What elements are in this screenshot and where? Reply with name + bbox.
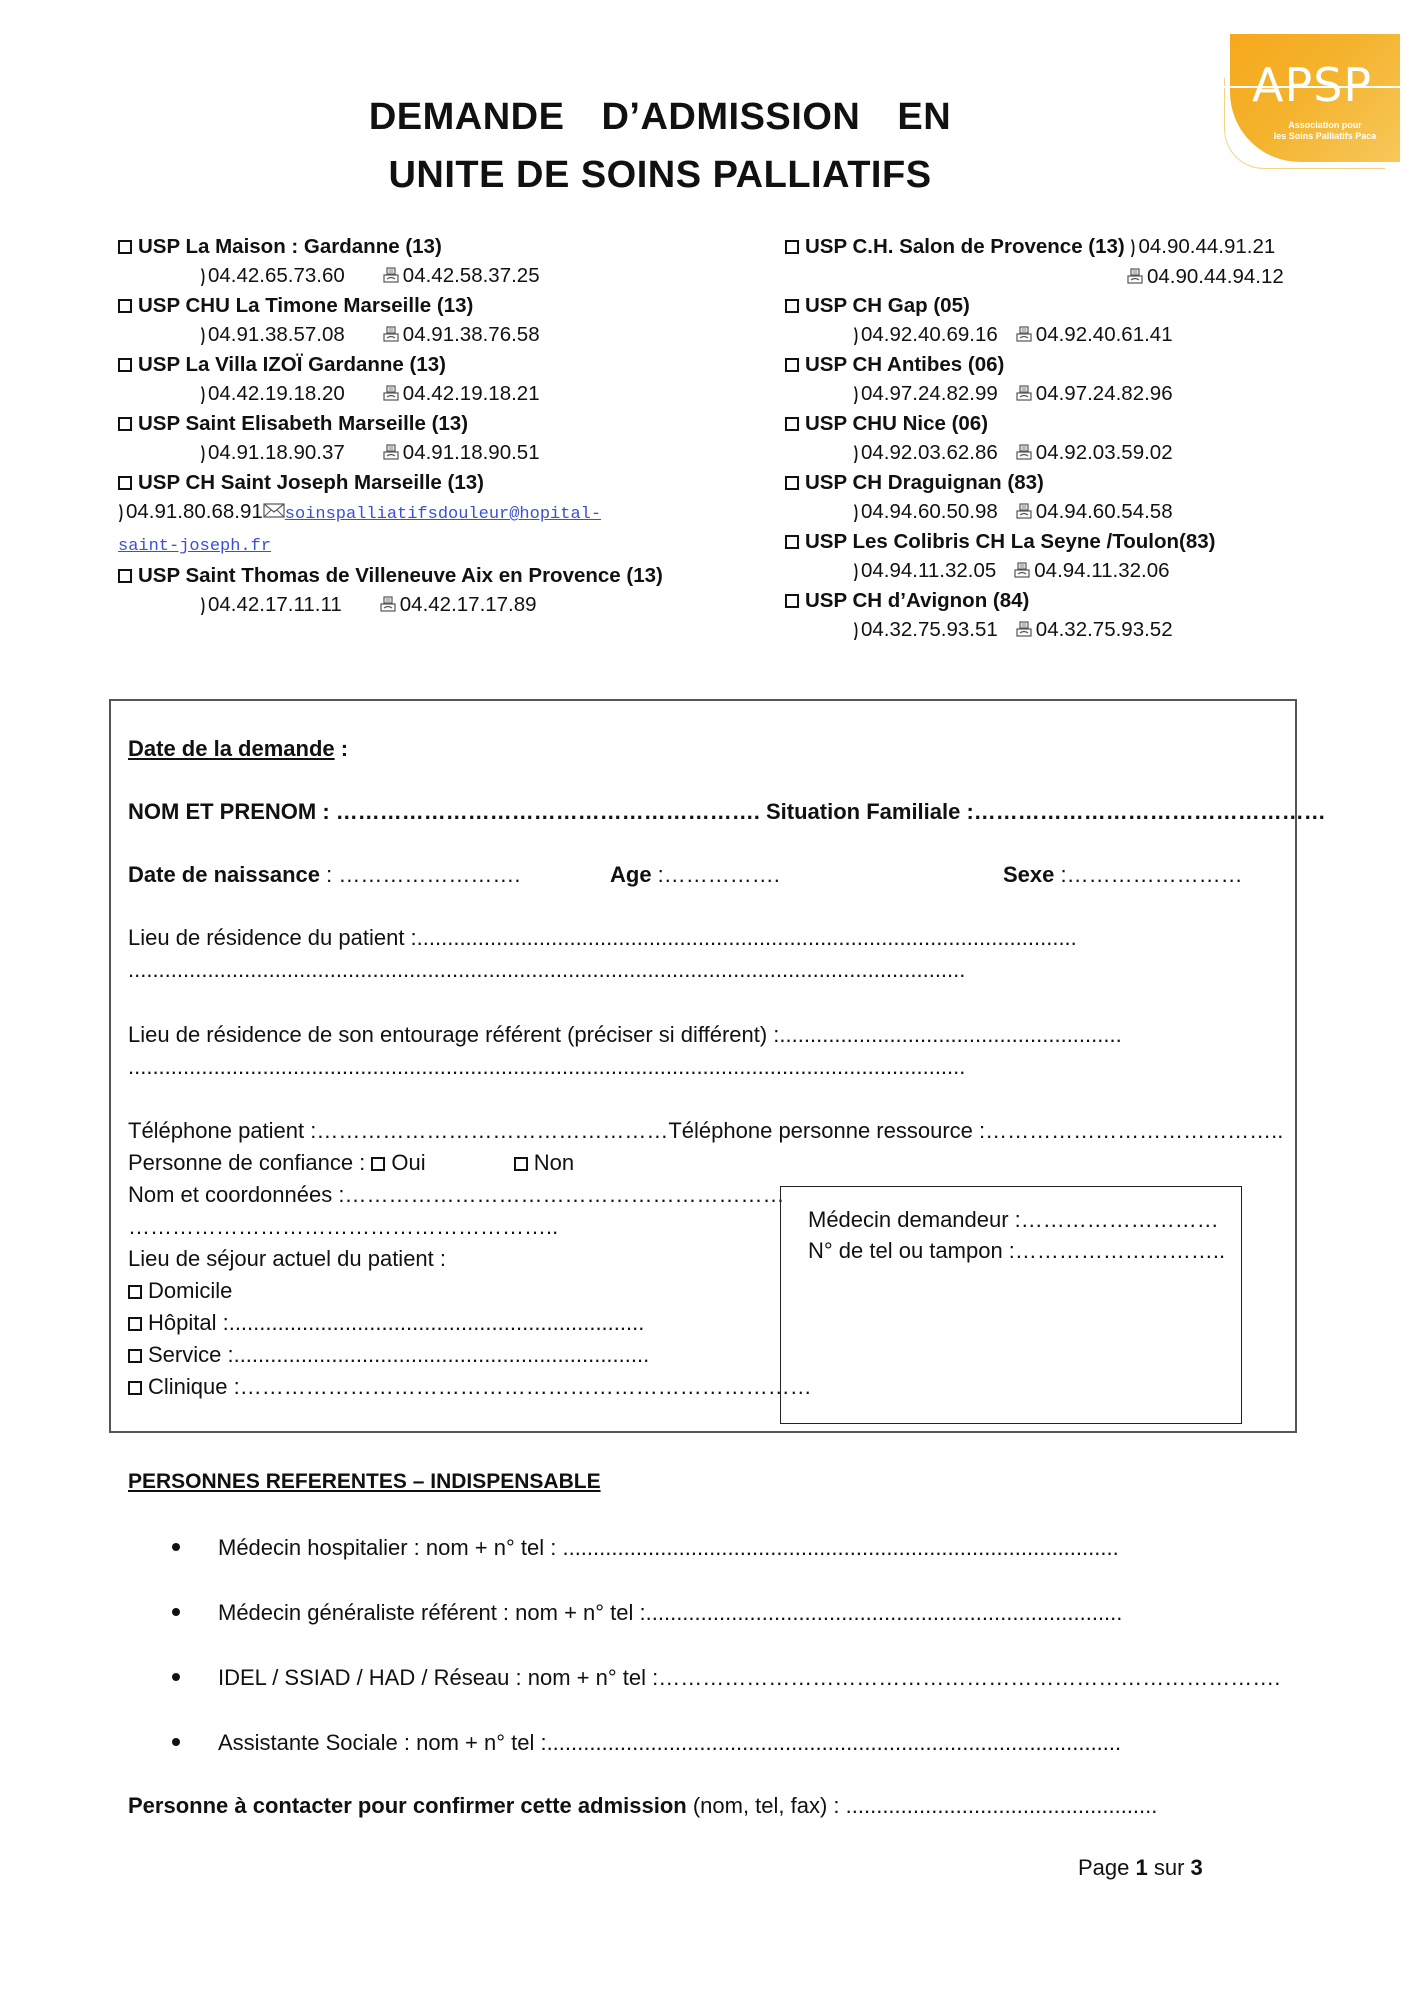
phone-icon: )	[853, 384, 859, 404]
sexe-blank: :……………………	[1054, 862, 1243, 887]
unit-phone: 04.32.75.93.51	[861, 618, 998, 641]
medecin-demandeur-field[interactable]: Médecin demandeur :………………………	[808, 1207, 1219, 1232]
unit-fax: 04.42.58.37.25	[402, 264, 540, 287]
fax-icon	[1016, 380, 1032, 396]
unit-fax: 04.91.18.90.51	[402, 441, 540, 464]
date-naissance-label: Date de naissance	[128, 862, 320, 887]
unit-name: USP CH Antibes (06)	[805, 353, 1005, 376]
fax-icon	[1016, 498, 1032, 514]
unit-name-row	[118, 291, 758, 320]
unit-name: USP CHU Nice (06)	[805, 412, 989, 435]
sejour-checkbox[interactable]	[128, 1349, 142, 1363]
unit-phone: 04.92.40.69.16	[861, 323, 998, 346]
unit-email-link[interactable]: soinspalliatifsdouleur@hopital-	[284, 505, 602, 524]
phone-icon: )	[853, 561, 859, 581]
unit-item	[118, 350, 758, 409]
unit-item	[785, 468, 1345, 527]
logo-name: APSP	[1252, 58, 1373, 112]
oui-label: Oui	[391, 1150, 426, 1175]
nom-prenom-situation-field[interactable]: NOM ET PRENOM : …………………………………………………. Situation Familiale :…………………………………………	[128, 799, 1326, 824]
unit-name-row	[118, 350, 758, 379]
phone-icon: )	[200, 266, 206, 286]
fax-icon	[383, 262, 399, 278]
bullet-icon	[172, 1738, 180, 1746]
unit-name: USP CH Saint Joseph Marseille (13)	[138, 471, 484, 494]
fax-icon	[383, 380, 399, 396]
residence-entourage-field-cont[interactable]: .........................................................................................................................................	[128, 1054, 966, 1079]
unit-phone: 04.91.80.68.91	[126, 500, 263, 523]
oui-checkbox[interactable]	[371, 1157, 385, 1171]
residence-patient-field[interactable]: Lieu de résidence du patient :............................................................................................................	[128, 925, 1077, 950]
referents-title: PERSONNES REFERENTES – INDISPENSABLE	[128, 1470, 601, 1493]
unit-checkbox[interactable]	[118, 358, 132, 372]
unit-checkbox[interactable]	[118, 240, 132, 254]
unit-checkbox[interactable]	[118, 417, 132, 431]
unit-phone: 04.42.65.73.60	[208, 264, 345, 287]
unit-phone: 04.94.11.32.05	[861, 559, 997, 582]
unit-contact-row	[785, 556, 1345, 586]
sejour-option[interactable]	[128, 1374, 812, 1400]
sejour-option-label: Clinique :……………………………………………………………………	[148, 1374, 812, 1399]
contact-confirmation-field[interactable]	[128, 1793, 1157, 1819]
unit-fax: 04.42.19.18.21	[402, 382, 540, 405]
phone-icon: )	[200, 325, 206, 345]
nom-coordonnees-field[interactable]: Nom et coordonnées :……………………………………………………	[128, 1182, 785, 1207]
unit-fax: 04.32.75.93.52	[1035, 618, 1173, 641]
unit-checkbox[interactable]	[118, 299, 132, 313]
unit-checkbox[interactable]	[785, 476, 799, 490]
unit-fax: 04.94.11.32.06	[1034, 559, 1170, 582]
referent-field[interactable]	[172, 1730, 1252, 1756]
sejour-checkbox[interactable]	[128, 1317, 142, 1331]
sejour-option[interactable]	[128, 1278, 232, 1304]
unit-name: USP La Maison : Gardanne (13)	[138, 235, 442, 258]
sexe-label: Sexe	[1003, 862, 1055, 887]
personne-confiance-row	[128, 1150, 574, 1176]
unit-contact-row	[785, 320, 1345, 350]
unit-checkbox[interactable]	[785, 240, 799, 254]
pager-prefix: Page	[1078, 1855, 1136, 1880]
title-line2: UNITE DE SOINS PALLIATIFS	[388, 154, 932, 196]
unit-checkbox[interactable]	[785, 594, 799, 608]
phone-icon: )	[853, 620, 859, 640]
unit-name-row	[785, 527, 1345, 556]
unit-name: USP La Villa IZOÏ Gardanne (13)	[138, 353, 446, 376]
pager-middle: sur	[1147, 1855, 1191, 1880]
unit-checkbox[interactable]	[785, 417, 799, 431]
referent-label: Assistante Sociale : nom + n° tel :..............................................................................................	[218, 1730, 1122, 1755]
unit-item	[118, 291, 758, 350]
unit-contact-row	[785, 379, 1345, 409]
non-label: Non	[533, 1150, 575, 1175]
unit-checkbox[interactable]	[785, 299, 799, 313]
unit-name: USP CH d’Avignon (84)	[805, 589, 1030, 612]
sejour-checkbox[interactable]	[128, 1381, 142, 1395]
fax-icon	[1016, 616, 1032, 632]
age-blank: :…………….	[651, 862, 780, 887]
unit-checkbox[interactable]	[785, 358, 799, 372]
date-naissance-field[interactable]	[128, 862, 520, 888]
unit-contact-row	[785, 497, 1345, 527]
unit-phone: 04.42.19.18.20	[208, 382, 345, 405]
unit-item	[785, 586, 1345, 645]
fax-icon	[383, 439, 399, 455]
unit-phone: 04.91.18.90.37	[208, 441, 345, 464]
logo-subtitle-line1: Association pour	[1288, 120, 1362, 130]
title-line1: DEMANDE D’ADMISSION EN	[368, 96, 952, 138]
unit-fax: 04.92.40.61.41	[1035, 323, 1173, 346]
unit-fax: 04.90.44.94.12	[1147, 265, 1284, 288]
sexe-field[interactable]	[1003, 862, 1243, 888]
pager-current: 1	[1135, 1855, 1148, 1880]
unit-phone-inline	[1130, 235, 1275, 258]
telephone-field[interactable]: Téléphone patient :…………………………………………Téléphone personne ressource :…………………………………..	[128, 1118, 1284, 1143]
unit-contact-row	[118, 320, 758, 350]
phone-icon: )	[118, 502, 124, 522]
unit-phone: 04.42.17.11.11	[208, 593, 342, 616]
pager-total: 3	[1190, 1855, 1203, 1880]
unit-name-row	[785, 586, 1345, 615]
unit-contact-row	[785, 615, 1345, 645]
unit-phone: 04.90.44.91.21	[1138, 235, 1276, 258]
unit-fax: 04.42.17.17.89	[399, 593, 537, 616]
unit-item	[785, 350, 1345, 409]
date-demande-label: Date de la demande	[128, 736, 335, 761]
sejour-checkbox[interactable]	[128, 1285, 142, 1299]
bullet-icon	[172, 1673, 180, 1681]
referent-label: IDEL / SSIAD / HAD / Réseau : nom + n° tel :………………………………………………………………………….	[218, 1665, 1281, 1690]
unit-name-row	[785, 350, 1345, 379]
unit-contact-row	[118, 590, 758, 620]
unit-fax: 04.92.03.59.02	[1035, 441, 1173, 464]
unit-contact-row	[118, 379, 758, 409]
date-demande-field[interactable]	[128, 736, 348, 762]
unit-phone: 04.94.60.50.98	[861, 500, 998, 523]
lieu-sejour-label: Lieu de séjour actuel du patient :	[128, 1246, 447, 1271]
date-demande-colon: :	[334, 736, 349, 761]
unit-phone: 04.97.24.82.99	[861, 382, 998, 405]
phone-icon: )	[853, 325, 859, 345]
referent-field[interactable]	[172, 1665, 1281, 1691]
unit-item	[118, 409, 758, 468]
contact-hint: (nom, tel, fax) : ...................................................	[686, 1793, 1158, 1818]
residence-patient-field-cont[interactable]: .........................................................................................................................................	[128, 957, 966, 982]
unit-checkbox[interactable]	[785, 535, 799, 549]
sejour-option[interactable]	[128, 1310, 644, 1336]
logo-subtitle	[1250, 120, 1400, 142]
fax-icon	[1016, 439, 1032, 455]
referent-label: Médecin généraliste référent : nom + n° tel :..............................................................................	[218, 1600, 1123, 1625]
bullet-icon	[172, 1608, 180, 1616]
unit-item	[118, 561, 758, 620]
unit-name: USP CH Draguignan (83)	[805, 471, 1044, 494]
unit-name-row	[118, 409, 758, 438]
unit-contact-row	[785, 438, 1345, 468]
phone-icon: )	[853, 502, 859, 522]
unit-name: USP Saint Elisabeth Marseille (13)	[138, 412, 469, 435]
date-naissance-blank: : …………………….	[319, 862, 521, 887]
apsp-logo	[1222, 28, 1404, 170]
unit-fax: 04.97.24.82.96	[1035, 382, 1173, 405]
unit-name: USP Saint Thomas de Villeneuve Aix en Provence (13)	[138, 564, 663, 587]
email-icon	[263, 497, 285, 512]
unit-fax: 04.94.60.54.58	[1035, 500, 1173, 523]
tel-tampon-field[interactable]: N° de tel ou tampon :………………………..	[808, 1238, 1226, 1263]
unit-contact-row	[118, 497, 758, 529]
unit-item	[118, 468, 758, 561]
phone-icon: )	[200, 384, 206, 404]
personne-confiance-label: Personne de confiance :	[128, 1150, 372, 1175]
sejour-option[interactable]	[128, 1342, 649, 1368]
unit-name-row	[118, 561, 758, 590]
age-field[interactable]	[610, 862, 780, 888]
unit-name-row	[785, 468, 1345, 497]
unit-name-row	[785, 409, 1345, 438]
unit-name: USP CH Gap (05)	[805, 294, 970, 317]
unit-item	[785, 409, 1345, 468]
sejour-option-label: Hôpital :....................................................................	[148, 1310, 645, 1335]
unit-phone: 04.92.03.62.86	[861, 441, 998, 464]
unit-checkbox[interactable]	[118, 569, 132, 583]
bullet-icon	[172, 1543, 180, 1551]
referent-field[interactable]	[172, 1600, 1252, 1626]
unit-name-row	[785, 232, 1345, 262]
document-title	[300, 88, 1020, 204]
unit-name: USP CHU La Timone Marseille (13)	[138, 294, 474, 317]
unit-item	[785, 232, 1345, 291]
logo-subtitle-line2: les Soins Palliatifs Paca	[1273, 131, 1377, 141]
nom-coordonnees-field-cont[interactable]: …………………………………………………..	[128, 1214, 559, 1239]
unit-name-row	[118, 232, 758, 261]
residence-entourage-field[interactable]: Lieu de résidence de son entourage référent (préciser si différent) :........................................................	[128, 1022, 1122, 1047]
fax-icon	[1016, 321, 1032, 337]
unit-contact-row	[118, 438, 758, 468]
unit-name-row	[785, 291, 1345, 320]
unit-email-link-cont[interactable]: saint-joseph.fr	[118, 537, 272, 556]
unit-checkbox[interactable]	[118, 476, 132, 490]
unit-contact-row	[118, 261, 758, 291]
units-list-left	[118, 232, 758, 620]
unit-fax: 04.91.38.76.58	[402, 323, 540, 346]
page-indicator	[1078, 1855, 1203, 1881]
unit-name-row	[118, 468, 758, 497]
referent-field[interactable]	[172, 1535, 1252, 1561]
unit-item	[785, 291, 1345, 350]
age-label: Age	[610, 862, 652, 887]
unit-name: USP Les Colibris CH La Seyne /Toulon(83)	[805, 530, 1216, 553]
fax-icon	[383, 321, 399, 337]
units-list-right	[785, 232, 1345, 645]
unit-fax-row	[785, 262, 1345, 291]
phone-icon: )	[200, 595, 206, 615]
fax-icon	[1127, 263, 1143, 279]
unit-item	[118, 232, 758, 291]
unit-phone: 04.91.38.57.08	[208, 323, 345, 346]
contact-label: Personne à contacter pour confirmer cette admission	[128, 1793, 687, 1818]
sejour-option-label: Domicile	[148, 1278, 233, 1303]
non-checkbox[interactable]	[514, 1157, 528, 1171]
phone-icon: )	[200, 443, 206, 463]
unit-item	[785, 527, 1345, 586]
phone-icon: )	[1131, 237, 1136, 257]
fax-icon	[380, 591, 396, 607]
sejour-option-label: Service :....................................................................	[148, 1342, 650, 1367]
referent-label: Médecin hospitalier : nom + n° tel : ...........................................................................................	[218, 1535, 1119, 1560]
unit-name: USP C.H. Salon de Provence (13)	[805, 235, 1125, 258]
fax-icon	[1014, 557, 1030, 573]
phone-icon: )	[853, 443, 859, 463]
